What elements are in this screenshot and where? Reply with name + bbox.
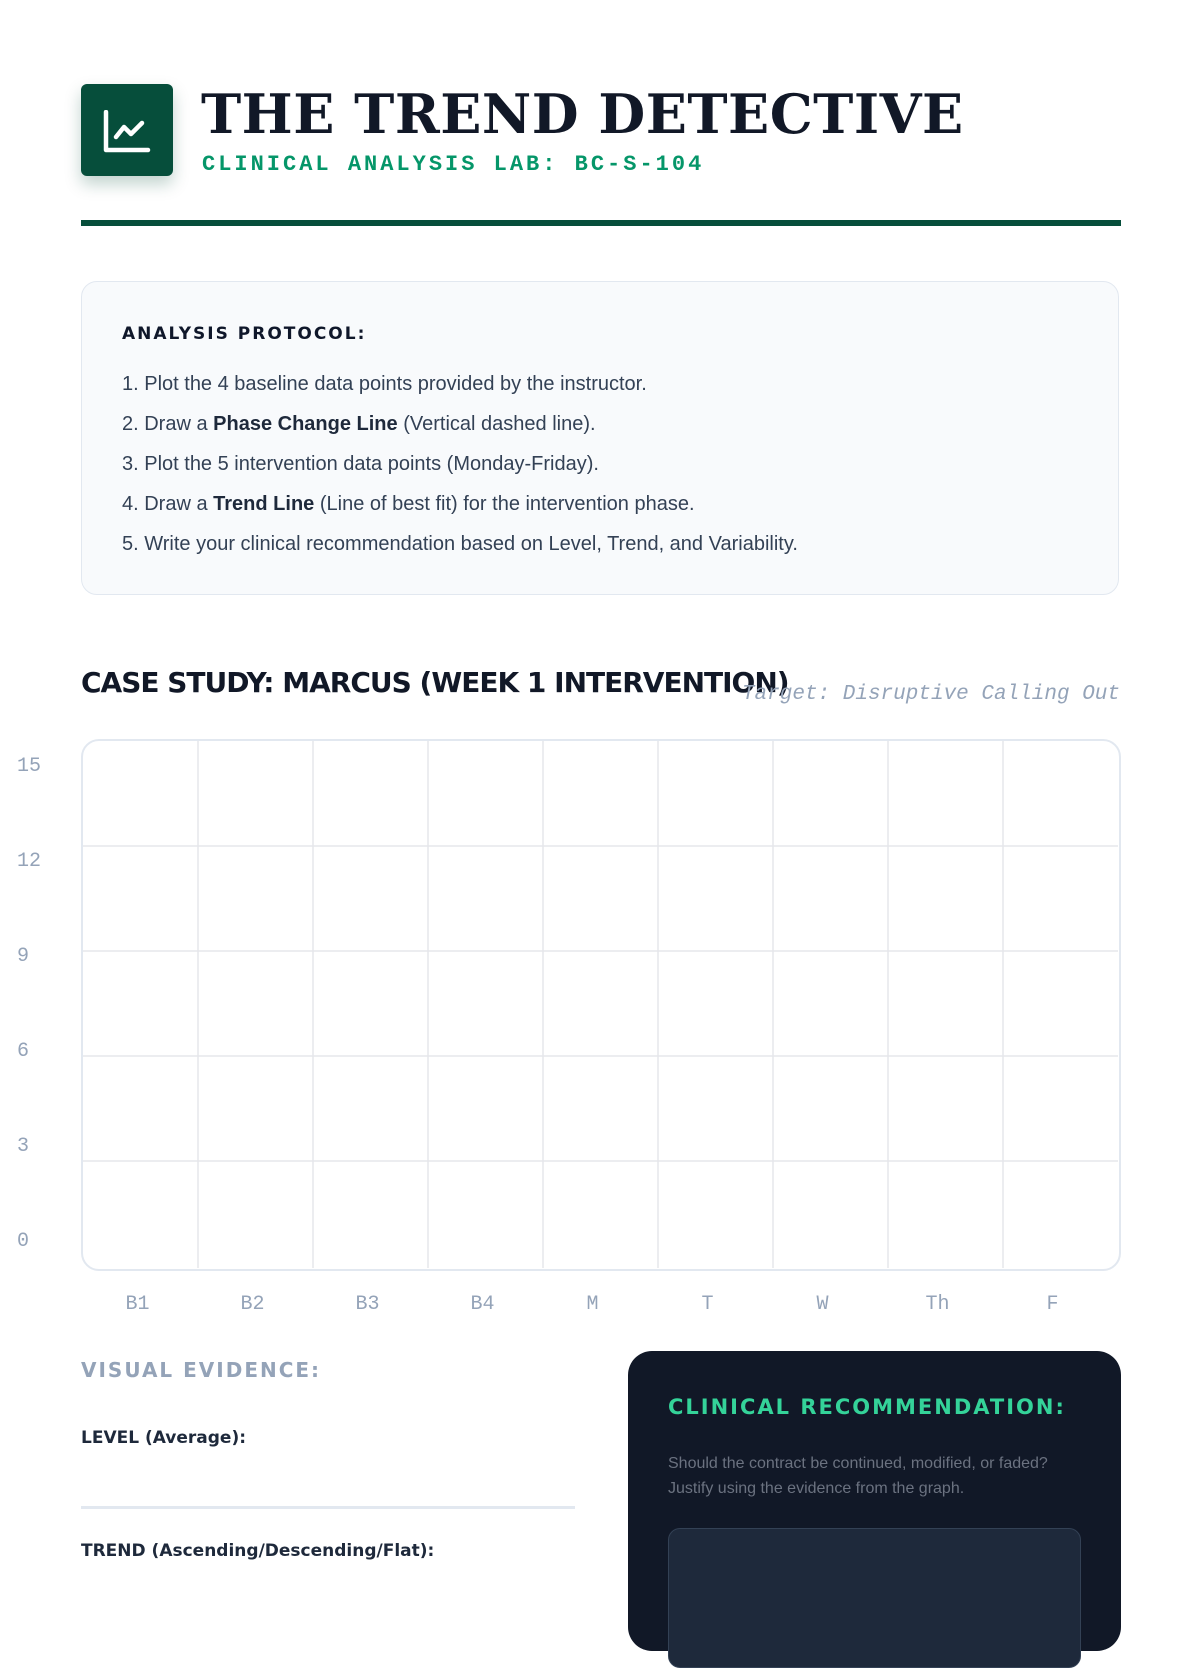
protocol-heading: ANALYSIS PROTOCOL: [122, 324, 367, 344]
x-tick-label: T [701, 1293, 714, 1316]
x-tick-label: B2 [240, 1293, 265, 1316]
recommendation-prompt: Should the contract be continued, modified, or faded? Justify using the evidence from the graph. [668, 1455, 1048, 1497]
x-tick-label: B4 [470, 1293, 495, 1316]
recommendation-panel [628, 1351, 1121, 1651]
header-divider [81, 220, 1121, 226]
target-behavior: Target: Disruptive Calling Out [741, 683, 1120, 706]
protocol-step: 5. Write your clinical recommendation based on Level, Trend, and Variability. [122, 533, 798, 555]
y-tick-label: 6 [17, 1040, 30, 1063]
recommendation-input[interactable] [668, 1528, 1081, 1668]
logo-badge [81, 84, 173, 176]
level-label: LEVEL (Average): [81, 1428, 247, 1448]
protocol-step: 1. Plot the 4 baseline data points provided by the instructor. [122, 373, 647, 395]
protocol-step: 3. Plot the 5 intervention data points (Monday-Friday). [122, 453, 599, 475]
x-tick-label: F [1046, 1293, 1059, 1316]
y-tick-label: 9 [17, 945, 30, 968]
page-subtitle: CLINICAL ANALYSIS LAB: BC-S-104 [202, 152, 705, 177]
level-answer-line[interactable] [81, 1506, 575, 1509]
protocol-step: 4. Draw a Trend Line (Line of best fit) for the intervention phase. [122, 493, 695, 515]
visual-evidence-heading: VISUAL EVIDENCE: [81, 1358, 322, 1382]
x-tick-label: W [816, 1293, 829, 1316]
x-tick-label: B1 [125, 1293, 150, 1316]
x-tick-label: M [586, 1293, 599, 1316]
graph-chart [0, 730, 1200, 1330]
case-study-title: CASE STUDY: MARCUS (WEEK 1 INTERVENTION) [81, 666, 789, 699]
protocol-steps [122, 364, 798, 564]
protocol-step: 2. Draw a Phase Change Line (Vertical dashed line). [122, 413, 596, 435]
recommendation-heading: CLINICAL RECOMMENDATION: [668, 1395, 1066, 1419]
grid-lines [83, 741, 1118, 1268]
y-tick-label: 15 [17, 755, 42, 778]
y-tick-label: 0 [17, 1230, 30, 1253]
protocol-panel [81, 281, 1119, 595]
graph-grid[interactable] [81, 739, 1121, 1271]
x-tick-label: B3 [355, 1293, 380, 1316]
page-title: THE TREND DETECTIVE [201, 82, 964, 146]
y-tick-label: 12 [17, 850, 42, 873]
x-tick-label: Th [925, 1293, 950, 1316]
line-chart-icon [103, 110, 151, 154]
y-tick-label: 3 [17, 1135, 30, 1158]
trend-label: TREND (Ascending/Descending/Flat): [81, 1541, 435, 1561]
